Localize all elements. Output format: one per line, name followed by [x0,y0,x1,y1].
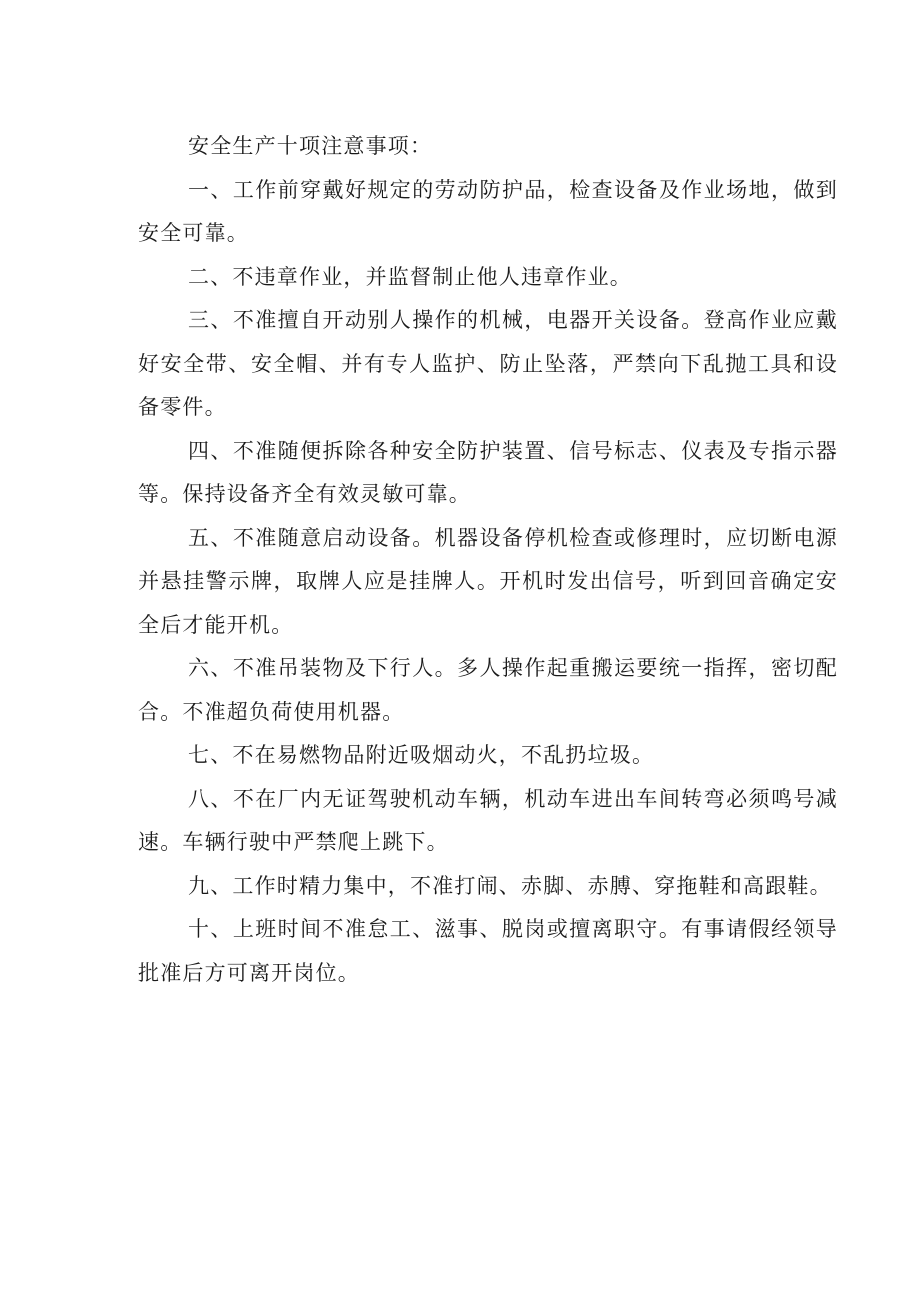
rule-item-3: 三、不准擅自开动别人操作的机械，电器开关设备。登高作业应戴好安全带、安全帽、并有专人监护、防止坠落，严禁向下乱抛工具和设备零件。 [138,308,838,419]
rule-item-5: 五、不准随意启动设备。机器设备停机检查或修理时，应切断电源并悬挂警示牌，取牌人应是挂牌人。开机时发出信号，听到回音确定安全后才能开机。 [138,525,838,637]
rule-item-8: 八、不在厂内无证驾驶机动车辆，机动车进出车间转弯必须鸣号减速。车辆行驶中严禁爬上跳下。 [138,786,838,854]
rule-item-4: 四、不准随便拆除各种安全防护装置、信号标志、仪表及专指示器等。保持设备齐全有效灵敏可靠。 [138,438,838,506]
rule-item-9: 九、工作时精力集中，不准打闹、赤脚、赤膊、穿拖鞋和高跟鞋。 [188,873,832,898]
document-heading: 安全生产十项注意事项： [188,134,433,158]
rule-item-2: 二、不违章作业，并监督制止他人违章作业。 [188,264,632,289]
rule-item-6: 六、不准吊装物及下行人。多人操作起重搬运要统一指挥，密切配合。不准超负荷使用机器。 [138,656,838,724]
rule-item-1: 一、工作前穿戴好规定的劳动防护品，检查设备及作业场地，做到安全可靠。 [138,177,838,245]
document-body [138,125,838,995]
rule-item-7: 七、不在易燃物品附近吸烟动火，不乱扔垃圾。 [188,743,655,767]
rule-item-10: 十、上班时间不准怠工、滋事、脱岗或擅离职守。有事请假经领导批准后方可离开岗位。 [138,917,838,985]
